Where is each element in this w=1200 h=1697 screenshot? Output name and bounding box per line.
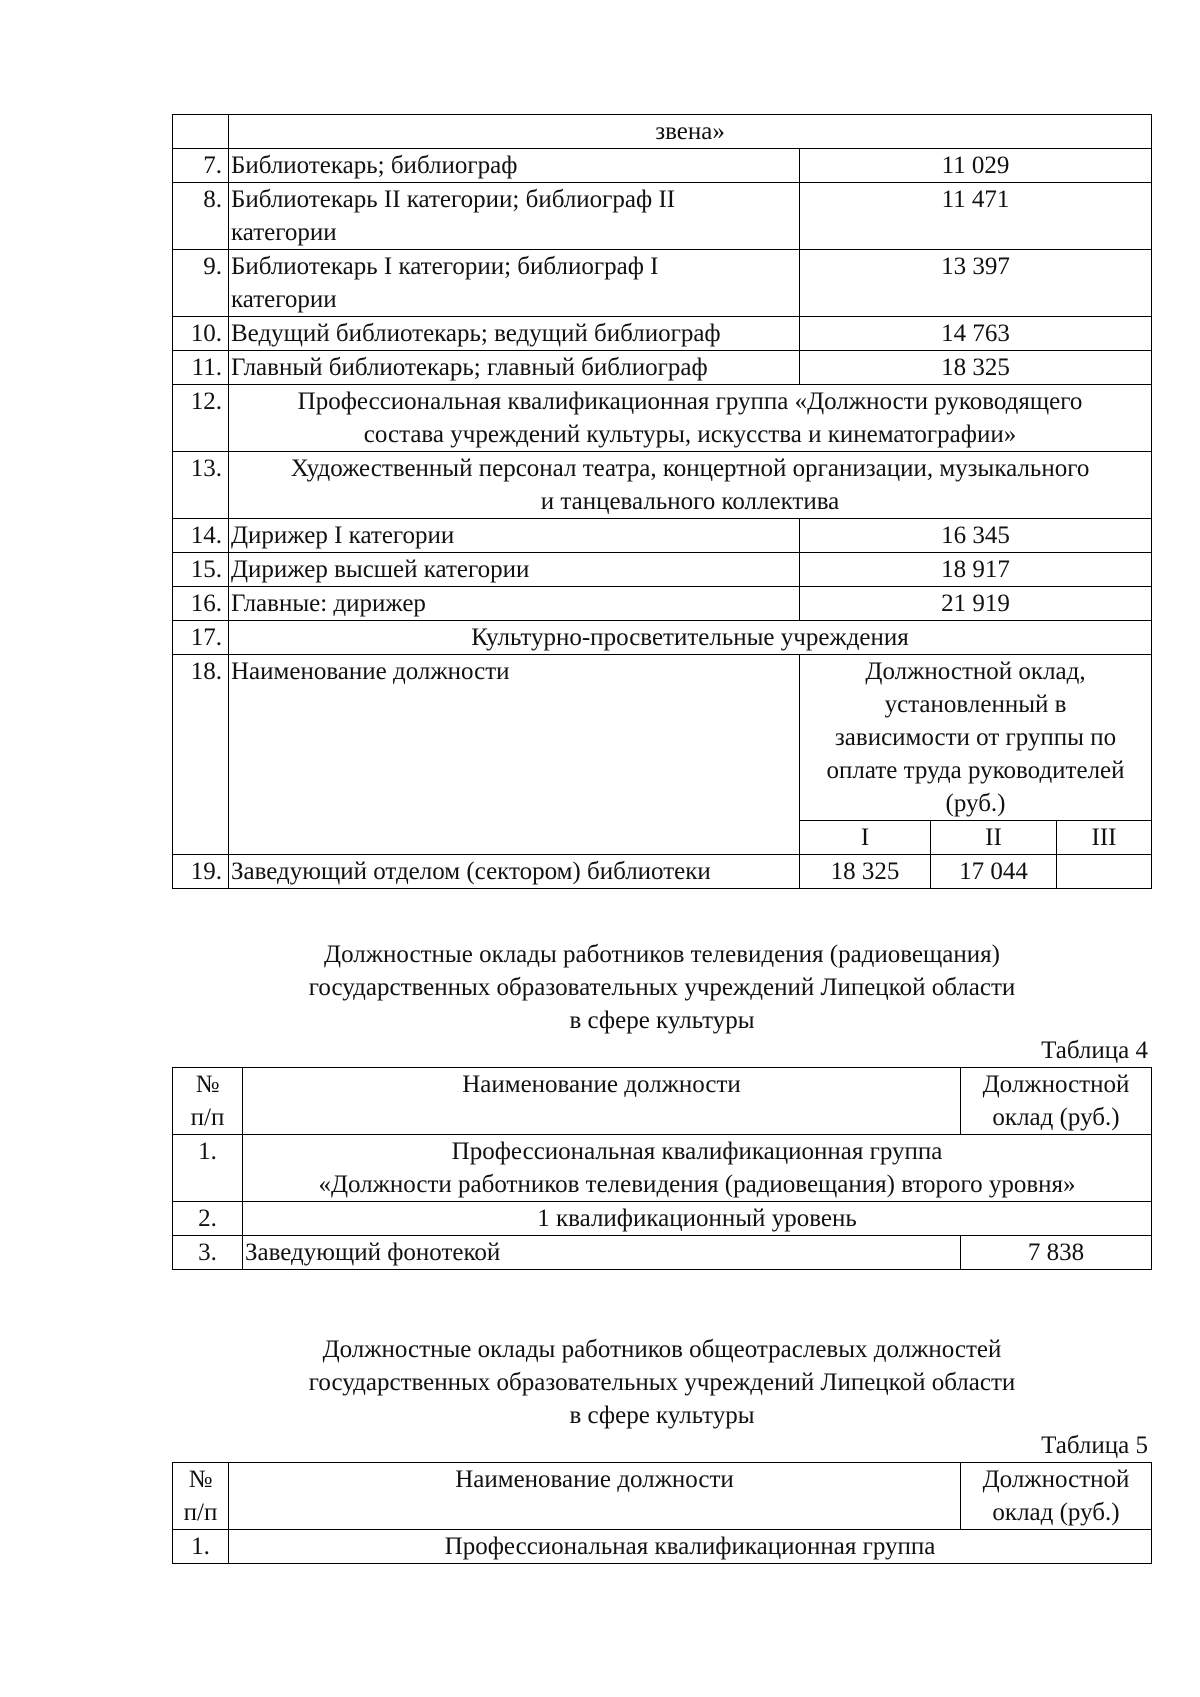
table-row: 18. Наименование должности Должностной оклад, установленный в зависимости от группы по оплате труда руководителей (руб.) [173, 655, 1152, 821]
group-col-3: III [1057, 821, 1152, 855]
table-row: 17. Культурно-просветительные учреждения [173, 621, 1152, 655]
table-row: 10. Ведущий библиотекарь; ведущий библиограф 14 763 [173, 317, 1152, 351]
column-header-salary: Должностной оклад (руб.) [961, 1463, 1152, 1530]
table-header-row [173, 1068, 1152, 1135]
row-fragment: звена» [229, 115, 1152, 149]
table-row: 9. Библиотекарь I категории; библиограф I категории 13 397 [173, 250, 1152, 317]
group-header-row: Профессиональная квалификационная группа «Должности работников телевидения (радиовещания) второго уровня» [243, 1135, 1152, 1202]
group-header-row: Художественный персонал театра, концертной организации, музыкального и танцевального коллектива [229, 452, 1152, 519]
table-row: 8. Библиотекарь II категории; библиограф II категории 11 471 [173, 183, 1152, 250]
table-row: 19. Заведующий отделом (сектором) библиотеки 18 325 17 044 [173, 855, 1152, 889]
table-row: 7. Библиотекарь; библиограф 11 029 [173, 149, 1152, 183]
group-col-1: I [800, 821, 931, 855]
table-row: 1. Профессиональная квалификационная группа «Должности работников телевидения (радиовещания) второго уровня» [173, 1135, 1152, 1202]
column-header-salary: Должностной оклад, установленный в зависимости от группы по оплате труда руководителей (руб.) [800, 655, 1152, 821]
column-header-name: Наименование должности [229, 655, 800, 855]
table-row: 3. Заведующий фонотекой 7 838 [173, 1236, 1152, 1270]
table-row: 11. Главный библиотекарь; главный библиограф 18 325 [173, 351, 1152, 385]
table-row [173, 115, 1152, 149]
table-row: 15. Дирижер высшей категории 18 917 [173, 553, 1152, 587]
group-header-row: Профессиональная квалификационная группа [229, 1530, 1152, 1564]
group-header-row: Профессиональная квалификационная группа «Должности руководящего состава учреждений культуры, искусства и кинематографии» [229, 385, 1152, 452]
table-row: 2. 1 квалификационный уровень [173, 1202, 1152, 1236]
table-4-label: Таблица 4 [1041, 1037, 1148, 1064]
table-row: 12. Профессиональная квалификационная группа «Должности руководящего состава учреждений культуры, искусства и кинематографии» [173, 385, 1152, 452]
salary-table-4 [172, 1067, 1152, 1270]
group-col-2: II [931, 821, 1057, 855]
column-header-name: Наименование должности [229, 1463, 961, 1530]
group-header-row: Культурно-просветительные учреждения [229, 621, 1152, 655]
column-header-number: № п/п [173, 1463, 229, 1530]
column-header-name: Наименование должности [243, 1068, 961, 1135]
section-4-heading: Должностные оклады работников телевидения (радиовещания) государственных образовательных учреждений Липецкой области в сфере культуры [308, 941, 1016, 1034]
table-row: 1. Профессиональная квалификационная группа [173, 1530, 1152, 1564]
table-row: 16. Главные: дирижер 21 919 [173, 587, 1152, 621]
section-5-heading: Должностные оклады работников общеотраслевых должностей государственных образовательных учреждений Липецкой области в сфере культуры [308, 1336, 1016, 1429]
table-5-label: Таблица 5 [1041, 1432, 1148, 1459]
table-row: 13. Художественный персонал театра, концертной организации, музыкального и танцевального коллектива [173, 452, 1152, 519]
column-header-number: № п/п [173, 1068, 243, 1135]
salary-table-3-continuation [172, 114, 1152, 889]
column-header-salary: Должностной оклад (руб.) [961, 1068, 1152, 1135]
table-row: 14. Дирижер I категории 16 345 [173, 519, 1152, 553]
salary-table-5 [172, 1462, 1152, 1564]
table-header-row [173, 1463, 1152, 1530]
